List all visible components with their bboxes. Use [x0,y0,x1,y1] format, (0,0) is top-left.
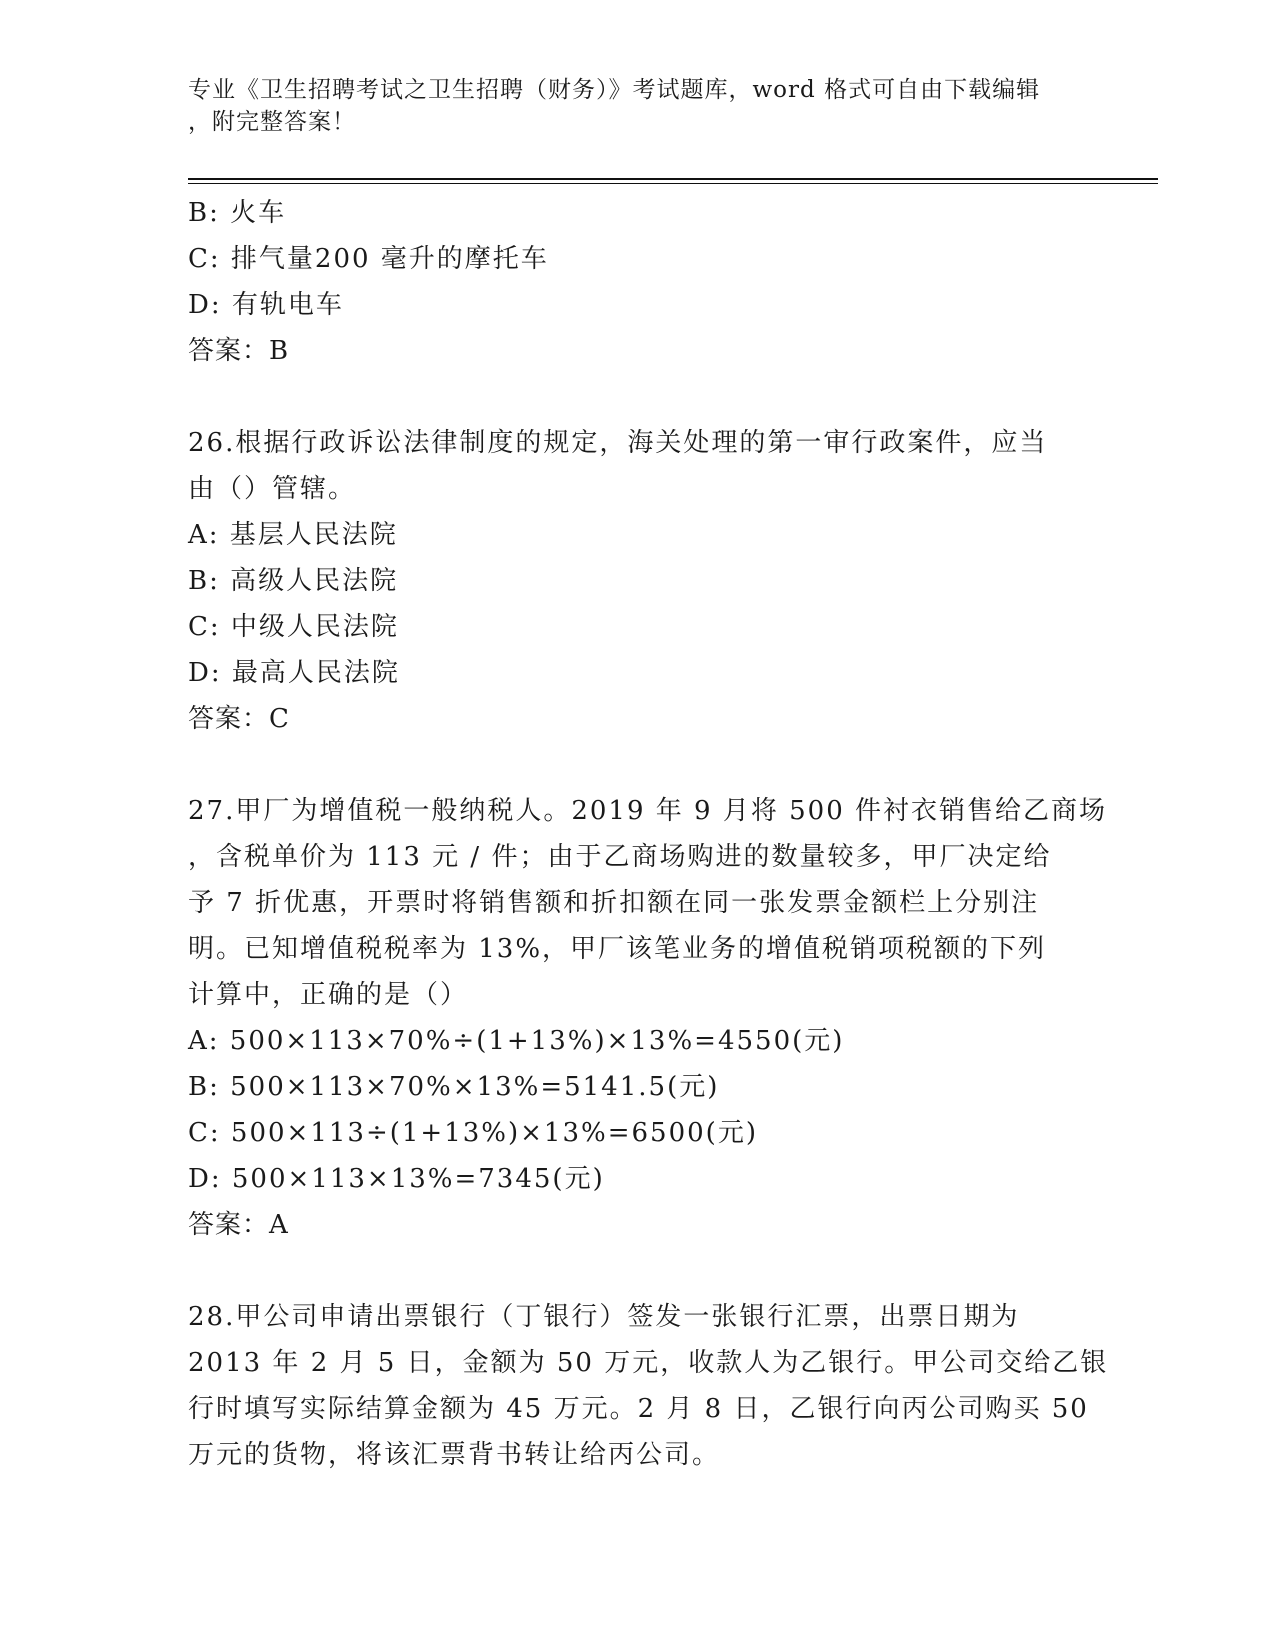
header-rule-thick [188,178,1158,180]
q26-option-a: A: 基层人民法院 [188,520,398,550]
header-line-1: 专业《卫生招聘考试之卫生招聘（财务）》考试题库，word 格式可自由下载编辑 [188,77,1041,103]
q28-stem-line-4: 万元的货物，将该汇票背书转让给丙公司。 [188,1440,721,1470]
header-line-2: ，附完整答案！ [188,109,356,135]
q27-stem-line-2: ，含税单价为 113 元 / 件；由于乙商场购进的数量较多，甲厂决定给 [188,842,1052,872]
question-27 [188,788,1108,1248]
q27-option-d: D: 500×113×13%=7345(元) [188,1164,605,1194]
q27-option-b: B: 500×113×70%×13%=5141.5(元) [188,1072,720,1102]
question-25-tail [188,190,1088,374]
question-28 [188,1294,1109,1478]
q27-stem-line-3: 予 7 折优惠，开票时将销售额和折扣额在同一张发票金额栏上分别注 [188,888,1040,918]
q25-option-c: C: 排气量200 毫升的摩托车 [188,244,549,274]
q26-stem-line-1: 26.根据行政诉讼法律制度的规定，海关处理的第一审行政案件，应当 [188,428,1048,458]
q28-stem-line-1: 28.甲公司申请出票银行（丁银行）签发一张银行汇票，出票日期为 [188,1302,1020,1332]
q27-stem-line-5: 计算中，正确的是（） [188,980,469,1010]
q25-option-d: D: 有轨电车 [188,290,344,320]
q26-stem-line-2: 由（）管辖。 [188,474,357,504]
q25-answer: 答案：B [188,336,290,366]
q26-answer: 答案：C [188,704,290,734]
document-header [188,74,1088,138]
q27-option-c: C: 500×113÷(1+13%)×13%=6500(元) [188,1118,758,1148]
q27-option-a: A: 500×113×70%÷(1+13%)×13%=4550(元) [188,1026,845,1056]
q27-stem-line-1: 27.甲厂为增值税一般纳税人。2019 年 9 月将 500 件衬衣销售给乙商场 [188,796,1108,826]
q28-stem-line-3: 行时填写实际结算金额为 45 万元。2 月 8 日，乙银行向丙公司购买 50 [188,1394,1089,1424]
question-26 [188,420,1088,742]
header-rule-thin [188,183,1158,184]
q28-stem-line-2: 2013 年 2 月 5 日，金额为 50 万元，收款人为乙银行。甲公司交给乙银 [188,1348,1109,1378]
q26-option-b: B: 高级人民法院 [188,566,399,596]
spacer [188,1248,1088,1294]
q25-option-b: B: 火车 [188,198,287,228]
q26-option-d: D: 最高人民法院 [188,658,400,688]
question-content [188,190,1109,1478]
spacer [188,374,1088,420]
q27-answer: 答案：A [188,1210,289,1240]
q27-stem-line-4: 明。已知增值税税率为 13%，甲厂该笔业务的增值税销项税额的下列 [188,934,1047,964]
q26-option-c: C: 中级人民法院 [188,612,399,642]
spacer [188,742,1088,788]
